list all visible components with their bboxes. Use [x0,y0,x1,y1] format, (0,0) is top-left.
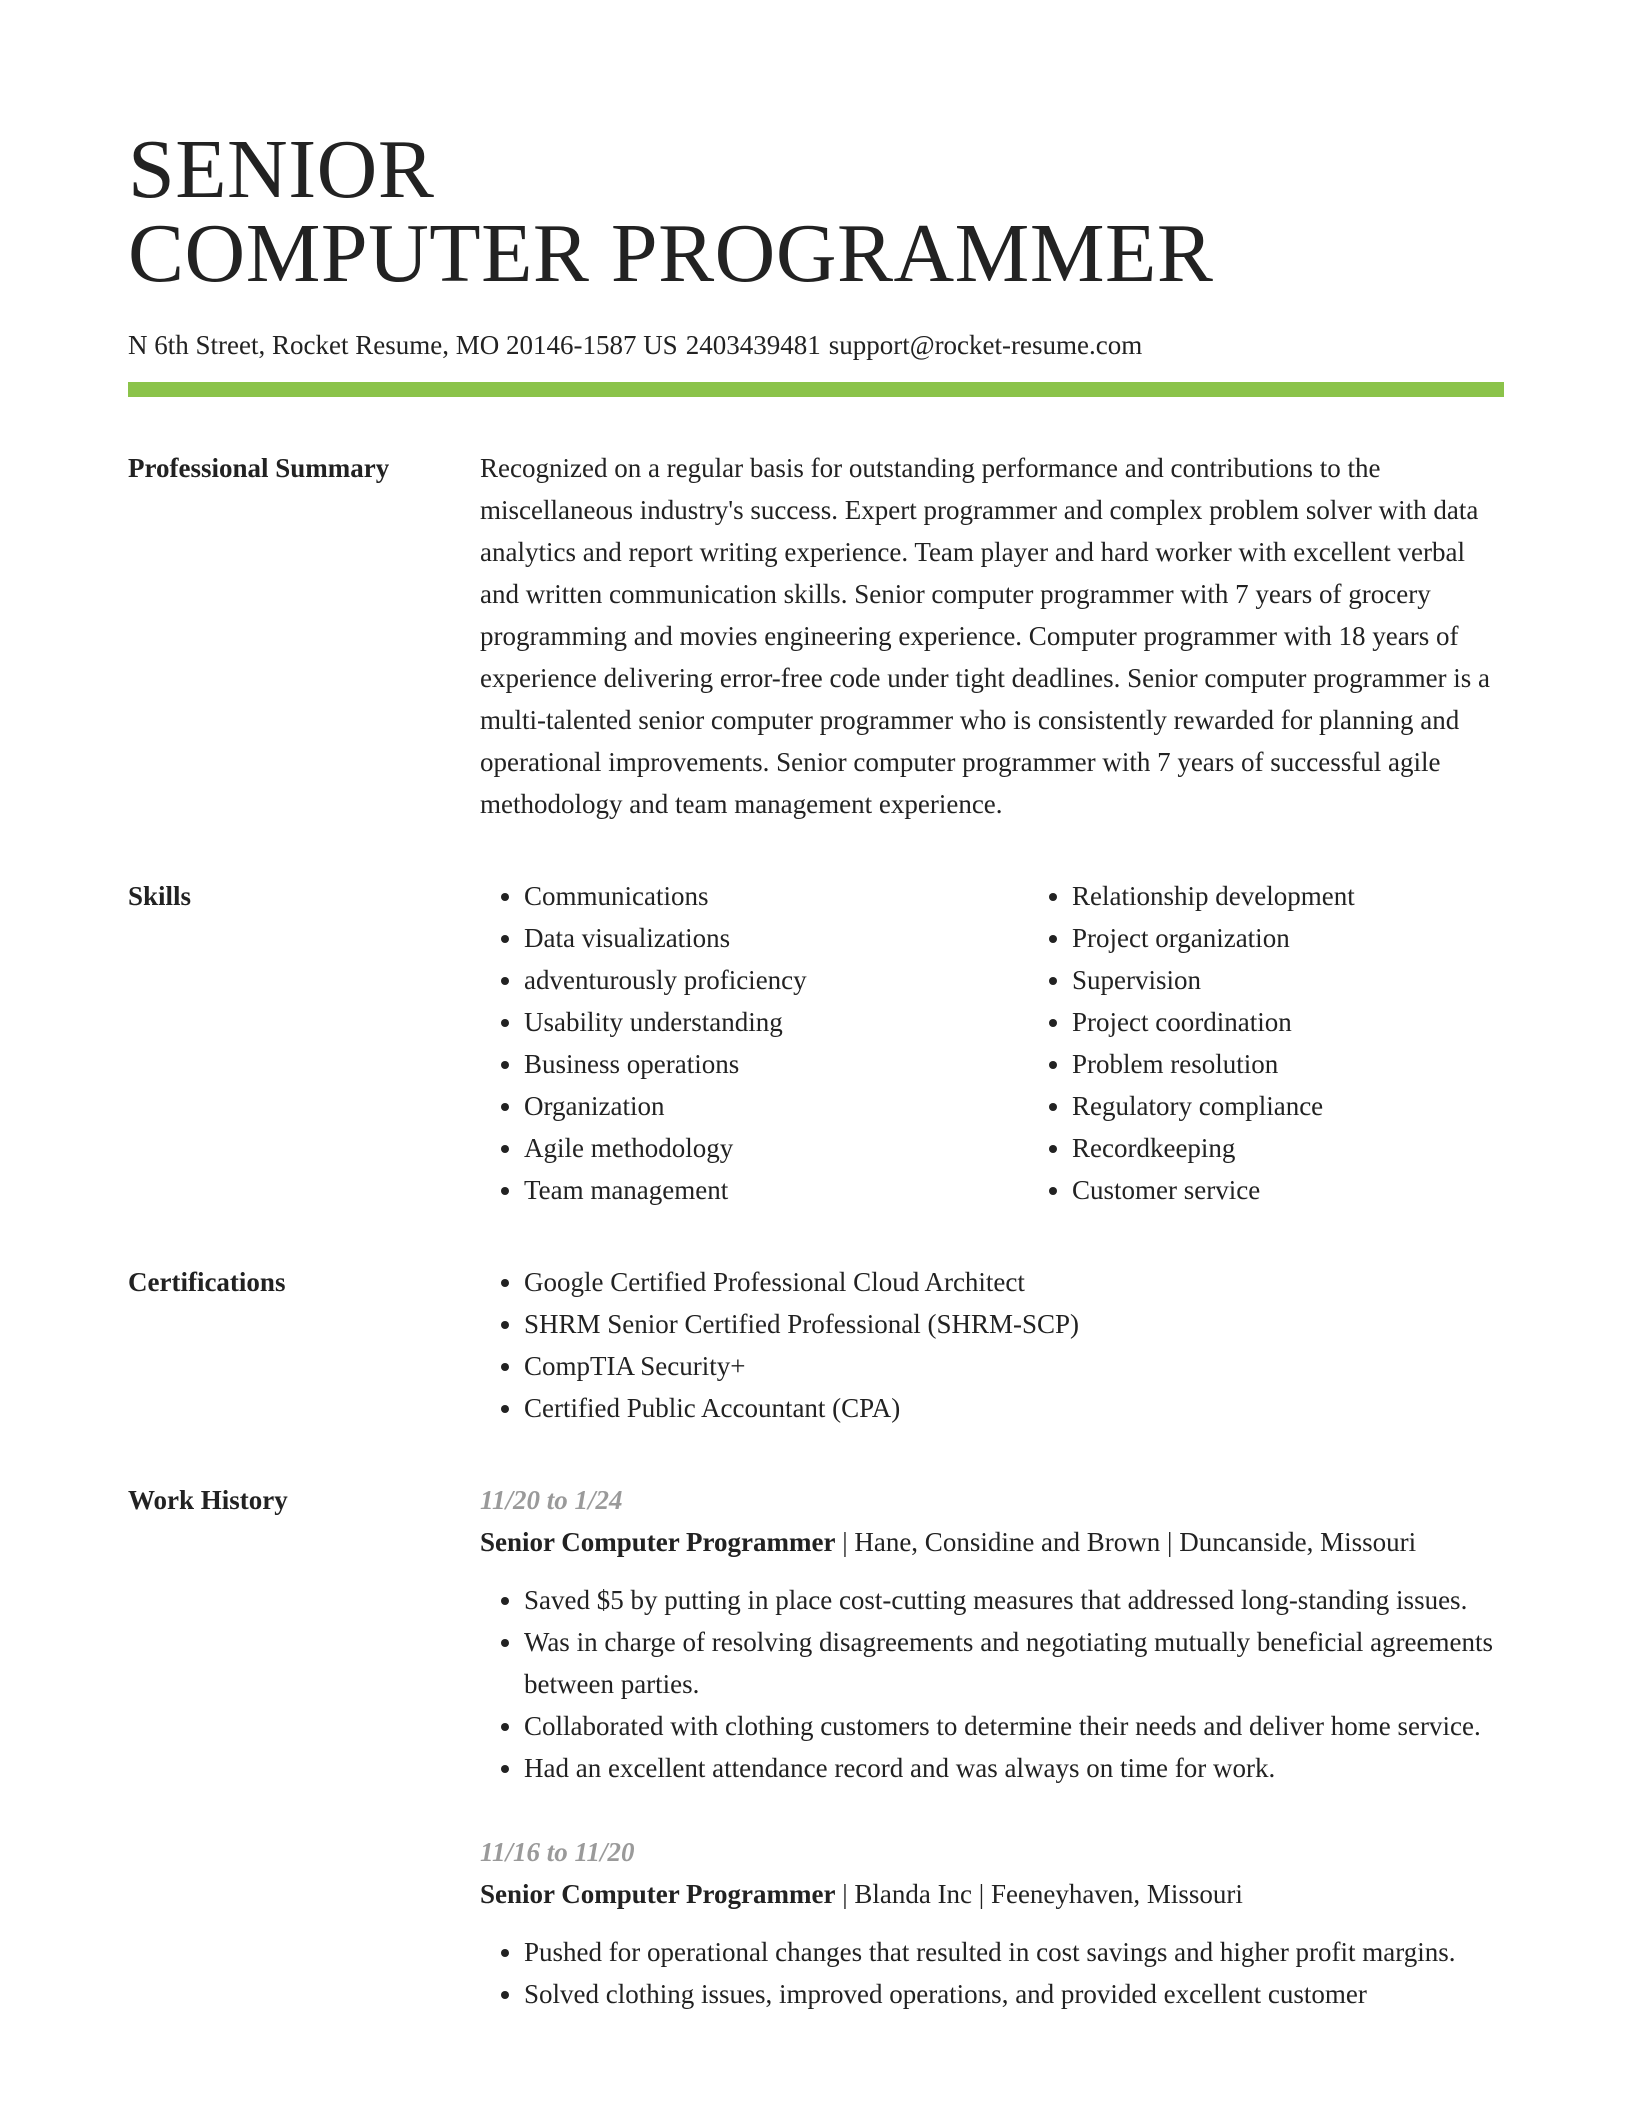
job-dates: 11/20 to 1/24 [480,1485,623,1515]
section-work-history [128,1479,1504,2057]
list-item: • Project organization [1072,917,1504,959]
contact-address: N 6th Street, Rocket Resume, MO 20146-1587 US [128,330,678,360]
job-title: Senior Computer Programmer [480,1879,836,1909]
list-item: • Communications [524,875,1028,917]
resume-page [128,123,1504,2057]
section-label-summary: Professional Summary [128,453,390,483]
list-item: • CompTIA Security+ [524,1345,1504,1387]
section-skills [128,875,1504,1211]
list-item: • Business operations [524,1043,1028,1085]
job-details: | Blanda Inc | Feeneyhaven, Missouri [835,1879,1243,1909]
summary-text: Recognized on a regular basis for outstanding performance and contributions to the miscellaneous industry's success. Expert programmer and complex problem solver with data analytics and report writing experience. Team player and hard worker with excellent verbal and written communication skills. Senior computer programmer with 7 years of grocery programming and movies engineering experience. Computer programmer with 18 years of experience delivering error-free code under tight deadlines. Senior computer programmer is a multi-talented senior computer programmer who is consistently rewarded for planning and operational improvements. Senior computer programmer with 7 years of successful agile methodology and team management experience. [480,453,1491,819]
job-bullets [480,1931,1504,2015]
job-entry [480,1479,1504,1789]
job-header [480,1521,1504,1563]
section-label-work-history: Work History [128,1485,288,1515]
list-item: • Certified Public Accountant (CPA) [524,1387,1504,1429]
list-item: • Pushed for operational changes that resulted in cost savings and higher profit margins. [524,1931,1504,1973]
list-item: • Google Certified Professional Cloud Architect [524,1261,1504,1303]
section-body-summary [480,447,1504,825]
list-item: • Had an excellent attendance record and was always on time for work. [524,1747,1504,1789]
list-item: • Problem resolution [1072,1043,1504,1085]
list-item: • Relationship development [1072,875,1504,917]
resume-header [128,123,1504,397]
section-label-certifications: Certifications [128,1267,286,1297]
title-line-2: COMPUTER PROGRAMMER [128,207,1214,300]
list-item: • Organization [524,1085,1028,1127]
contact-phone: 2403439481 [685,330,821,360]
list-item: • Collaborated with clothing customers to determine their needs and deliver home service. [524,1705,1504,1747]
job-title: Senior Computer Programmer [480,1527,836,1557]
list-item: • adventurously proficiency [524,959,1028,1001]
list-item: • Data visualizations [524,917,1028,959]
skills-columns [480,875,1504,1211]
section-professional-summary [128,447,1504,825]
accent-divider [128,382,1504,397]
title-line-1: SENIOR [128,123,435,216]
section-certifications [128,1261,1504,1429]
contact-line [128,328,1504,362]
list-item: • Saved $5 by putting in place cost-cutting measures that addressed long-standing issues. [524,1579,1504,1621]
job-details: | Hane, Considine and Brown | Duncanside, Missouri [835,1527,1417,1557]
contact-email: support@rocket-resume.com [828,330,1143,360]
job-dates: 11/16 to 11/20 [480,1837,635,1867]
job-bullets [480,1579,1504,1789]
skills-list-col1 [480,875,1028,1211]
list-item: • Usability understanding [524,1001,1028,1043]
list-item: • Supervision [1072,959,1504,1001]
list-item: • Regulatory compliance [1072,1085,1504,1127]
skills-list-col2 [1028,875,1504,1211]
list-item: • Solved clothing issues, improved operations, and provided excellent customer [524,1973,1504,2015]
section-label-skills: Skills [128,881,192,911]
section-body-work-history [480,1479,1504,2057]
list-item: • Agile methodology [524,1127,1028,1169]
job-entry [480,1831,1504,2015]
section-body-certifications [480,1261,1504,1429]
list-item: • Project coordination [1072,1001,1504,1043]
list-item: • Customer service [1072,1169,1504,1211]
list-item: • Recordkeeping [1072,1127,1504,1169]
list-item: • Was in charge of resolving disagreements and negotiating mutually beneficial agreements between parties. [524,1621,1504,1705]
certifications-list [480,1261,1504,1429]
list-item: • SHRM Senior Certified Professional (SHRM-SCP) [524,1303,1504,1345]
list-item: • Team management [524,1169,1028,1211]
job-header [480,1873,1504,1915]
